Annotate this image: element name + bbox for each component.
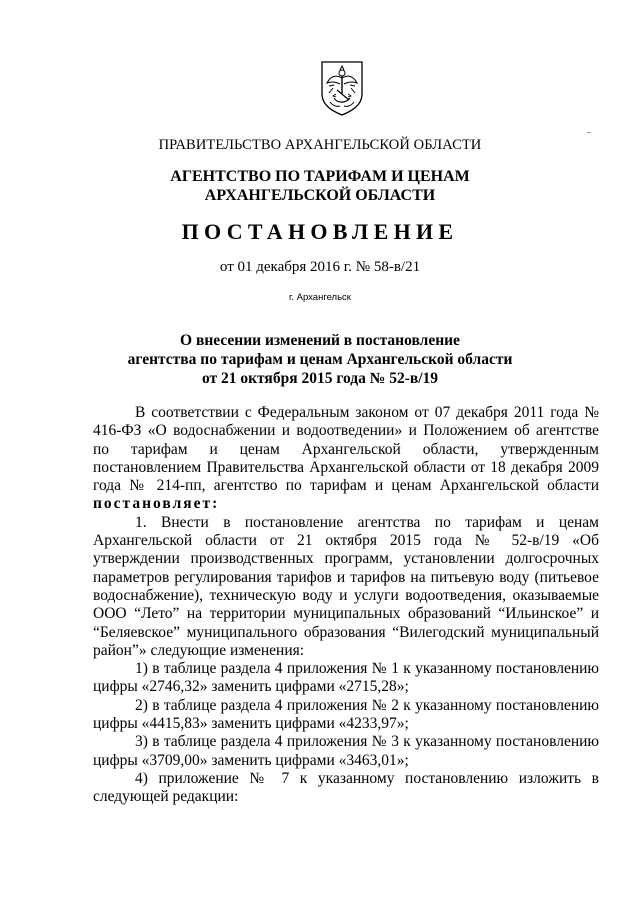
subject-line-2: агентства по тарифам и ценам Архангельской области bbox=[127, 351, 513, 368]
subject-line-1: О внесении изменений в постановление bbox=[180, 332, 460, 349]
preamble-text: В соответствии с Федеральным законом от 07 декабря 2011 года № 416-ФЗ «О водоснабжении и водоотведении» и Положением об агентстве по тарифам и ценам Архангельской области, утвержденным постановлением Правительства Архангельской области от 18 декабря 2009 года № 214-пп, агентство по тарифам и ценам Архангельской области bbox=[93, 404, 599, 495]
decree-word: постановляет: bbox=[93, 495, 220, 513]
agency-name bbox=[90, 167, 550, 205]
subitem-2-paragraph: 2) в таблице раздела 4 приложения № 2 к указанному постановлению цифры «4415,83» заменить цифрами «4233,97»; bbox=[93, 696, 599, 733]
document-subject bbox=[90, 331, 550, 388]
subitem-3-paragraph: 3) в таблице раздела 4 приложения № 3 к указанному постановлению цифры «3709,00» заменить цифрами «3463,01»; bbox=[93, 733, 599, 769]
coat-of-arms-icon bbox=[319, 60, 365, 116]
preamble-paragraph bbox=[93, 404, 599, 514]
subitem-1-paragraph: 1) в таблице раздела 4 приложения № 1 к указанному постановлению цифры «2746,32» заменить цифрами «2715,28»; bbox=[93, 660, 599, 696]
subject-line-3: от 21 октября 2015 года № 52-в/19 bbox=[201, 370, 439, 387]
document-type: ПОСТАНОВЛЕНИЕ bbox=[181, 219, 459, 244]
item-1-paragraph: 1. Внести в постановление агентства по тарифам и ценам Архангельской области от 21 октября 2015 года № 52-в/19 «Об утверждении производственных программ, установлении долгосрочных параметров регулирования тарифов и тарифов на питьевую воду (питьевое водоснабжение), техническую воду и услуги водоотведения, оказываемые ООО “Лето” на территории муниципальных образований “Ильинское” и “Беляевское” муниципального образования “Вилегодский муниципальный район”» следующие изменения: bbox=[93, 513, 599, 659]
scan-mark bbox=[587, 132, 591, 133]
document-body bbox=[93, 404, 599, 807]
agency-name-line-1: АГЕНТСТВО ПО ТАРИФАМ И ЦЕНАМ bbox=[170, 168, 470, 185]
subitem-4-paragraph: 4) приложение № 7 к указанному постановлению изложить в следующей редакции: bbox=[93, 769, 599, 806]
government-name: ПРАВИТЕЛЬСТВО АРХАНГЕЛЬСКОЙ ОБЛАСТИ bbox=[158, 137, 482, 153]
agency-name-line-2: АРХАНГЕЛЬСКОЙ ОБЛАСТИ bbox=[204, 187, 436, 204]
document-city: г. Архангельск bbox=[289, 292, 351, 303]
document-date-number: от 01 декабря 2016 г. № 58-в/21 bbox=[219, 259, 421, 275]
